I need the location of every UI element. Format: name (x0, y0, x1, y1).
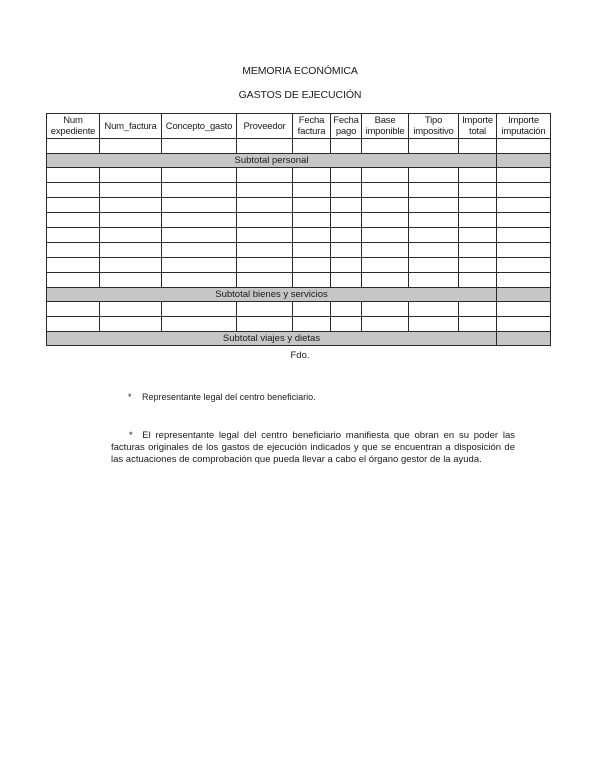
table-cell[interactable] (293, 139, 331, 154)
table-cell[interactable] (100, 302, 162, 317)
table-cell[interactable] (237, 183, 293, 198)
table-cell[interactable] (409, 302, 459, 317)
table-cell[interactable] (293, 168, 331, 183)
column-header-text: pago (335, 126, 357, 137)
table-row (47, 273, 551, 288)
subtotal-label: Subtotal bienes y servicios (47, 288, 497, 302)
column-header-text: Importe (508, 115, 539, 126)
table-cell[interactable] (331, 302, 362, 317)
table-cell[interactable] (100, 198, 162, 213)
table-row (47, 183, 551, 198)
subtotal-row (47, 332, 551, 346)
table-cell[interactable] (409, 168, 459, 183)
table-cell[interactable] (237, 317, 293, 332)
table-cell[interactable] (47, 302, 100, 317)
table-cell[interactable] (237, 213, 293, 228)
subtotal-label: Subtotal viajes y dietas (47, 332, 497, 346)
table-cell[interactable] (459, 273, 497, 288)
column-header-text: impositivo (413, 126, 454, 137)
note-declaration (111, 430, 515, 466)
table-cell[interactable] (162, 213, 237, 228)
table-cell[interactable] (409, 198, 459, 213)
table-cell[interactable] (331, 183, 362, 198)
table-cell[interactable] (362, 183, 409, 198)
table-row (47, 213, 551, 228)
table-cell[interactable] (459, 183, 497, 198)
table-cell[interactable] (331, 273, 362, 288)
table-cell[interactable] (497, 302, 551, 317)
table-cell[interactable] (331, 243, 362, 258)
table-cell[interactable] (362, 317, 409, 332)
table-cell[interactable] (162, 302, 237, 317)
column-header (331, 114, 362, 139)
table-cell[interactable] (331, 258, 362, 273)
column-header-text: Fecha (333, 115, 359, 126)
table-cell[interactable] (409, 139, 459, 154)
table-cell[interactable] (293, 213, 331, 228)
table-cell[interactable] (162, 317, 237, 332)
subtotal-row (47, 154, 551, 168)
column-header (459, 114, 497, 139)
table-cell[interactable] (237, 243, 293, 258)
table-cell[interactable] (237, 273, 293, 288)
table-row (47, 228, 551, 243)
table-cell[interactable] (47, 198, 100, 213)
table-cell[interactable] (409, 228, 459, 243)
column-header-text: Importe (462, 115, 493, 126)
column-header (409, 114, 459, 139)
column-header (47, 114, 100, 139)
table-cell[interactable] (409, 258, 459, 273)
expenses-table (46, 113, 551, 346)
table-cell[interactable] (47, 213, 100, 228)
column-header-text: Num (63, 115, 83, 126)
note-legal-representative (128, 392, 316, 402)
table-cell[interactable] (497, 198, 551, 213)
subtotal-value[interactable] (497, 288, 551, 302)
table-cell[interactable] (409, 317, 459, 332)
table-cell[interactable] (459, 317, 497, 332)
table-cell[interactable] (162, 258, 237, 273)
table-cell[interactable] (47, 228, 100, 243)
table-cell[interactable] (331, 213, 362, 228)
table-cell[interactable] (100, 258, 162, 273)
signature-label: Fdo. (290, 350, 310, 361)
table-cell[interactable] (237, 139, 293, 154)
table-cell[interactable] (409, 273, 459, 288)
table-cell[interactable] (497, 139, 551, 154)
column-header (100, 114, 162, 139)
table-cell[interactable] (459, 243, 497, 258)
table-cell[interactable] (497, 168, 551, 183)
table-cell[interactable] (100, 213, 162, 228)
table-cell[interactable] (237, 258, 293, 273)
table-cell[interactable] (331, 168, 362, 183)
table-cell[interactable] (362, 168, 409, 183)
column-header (162, 114, 237, 139)
column-header (237, 114, 293, 139)
table-cell[interactable] (237, 228, 293, 243)
table-cell[interactable] (100, 317, 162, 332)
table-cell[interactable] (293, 273, 331, 288)
table-row (47, 258, 551, 273)
table-cell[interactable] (293, 317, 331, 332)
table-cell[interactable] (362, 228, 409, 243)
column-header-text: imponible (365, 126, 405, 137)
table-cell[interactable] (331, 317, 362, 332)
table-cell[interactable] (100, 139, 162, 154)
table-cell[interactable] (47, 139, 100, 154)
table-cell[interactable] (100, 168, 162, 183)
table-cell[interactable] (47, 317, 100, 332)
table-cell[interactable] (459, 213, 497, 228)
note-text: Representante legal del centro beneficiario. (142, 392, 316, 402)
table-cell[interactable] (293, 183, 331, 198)
column-header (497, 114, 551, 139)
table-cell[interactable] (162, 228, 237, 243)
table-cell[interactable] (362, 139, 409, 154)
asterisk-marker: * (129, 430, 133, 441)
column-header-text: total (469, 126, 486, 137)
table-cell[interactable] (459, 228, 497, 243)
table-cell[interactable] (459, 302, 497, 317)
table-cell[interactable] (293, 198, 331, 213)
table-cell[interactable] (497, 317, 551, 332)
column-header-text: factura (297, 126, 326, 137)
table-cell[interactable] (162, 168, 237, 183)
table-cell[interactable] (362, 198, 409, 213)
table-cell[interactable] (293, 302, 331, 317)
table-cell[interactable] (162, 243, 237, 258)
table-cell[interactable] (409, 213, 459, 228)
table-cell[interactable] (497, 183, 551, 198)
table-row (47, 302, 551, 317)
table-cell[interactable] (362, 273, 409, 288)
table-cell[interactable] (362, 243, 409, 258)
column-header-text: expediente (50, 126, 96, 137)
table-row (47, 243, 551, 258)
table-cell[interactable] (293, 243, 331, 258)
subtotal-row (47, 288, 551, 302)
table-cell[interactable] (47, 168, 100, 183)
column-header-text: Tipo (424, 115, 443, 126)
table-cell[interactable] (497, 258, 551, 273)
table-cell[interactable] (409, 183, 459, 198)
column-header-text: Num_factura (104, 120, 157, 132)
table-cell[interactable] (162, 183, 237, 198)
table-cell[interactable] (459, 139, 497, 154)
note-text: El representante legal del centro beneficiario manifiesta que obran en su poder las facturas originales de los gastos de ejecución indicados y que se encuentran a disposición de las actuaciones de comprobación que pueda llevar a cabo el órgano gestor de la ayuda. (111, 430, 516, 465)
column-header-text: Base (374, 115, 396, 126)
column-header-text: imputación (501, 126, 546, 137)
column-header-text: Fecha (298, 115, 325, 126)
document-title: MEMORIA ECONÓMICA (242, 65, 358, 77)
column-header-text: Concepto_gasto (165, 120, 233, 132)
column-header-text: Proveedor (243, 120, 286, 132)
table-cell[interactable] (293, 228, 331, 243)
table-row (47, 198, 551, 213)
table-cell[interactable] (47, 273, 100, 288)
table-header-row (47, 114, 551, 139)
table-cell[interactable] (459, 168, 497, 183)
table-cell[interactable] (362, 258, 409, 273)
document-subtitle: GASTOS DE EJECUCIÓN (238, 89, 362, 101)
subtotal-value[interactable] (497, 154, 551, 168)
table-cell[interactable] (47, 183, 100, 198)
table-cell[interactable] (409, 243, 459, 258)
table-cell[interactable] (100, 273, 162, 288)
table-cell[interactable] (497, 228, 551, 243)
table-cell[interactable] (331, 139, 362, 154)
column-header (293, 114, 331, 139)
table-cell[interactable] (331, 228, 362, 243)
table-cell[interactable] (459, 198, 497, 213)
subtotal-value[interactable] (497, 332, 551, 346)
table-row (47, 317, 551, 332)
table-cell[interactable] (237, 168, 293, 183)
table-row (47, 168, 551, 183)
table-cell[interactable] (47, 243, 100, 258)
table-cell[interactable] (162, 139, 237, 154)
table-row (47, 139, 551, 154)
table-cell[interactable] (331, 198, 362, 213)
column-header (362, 114, 409, 139)
table-cell[interactable] (293, 258, 331, 273)
table-cell[interactable] (237, 302, 293, 317)
table-cell[interactable] (100, 183, 162, 198)
table-cell[interactable] (237, 198, 293, 213)
table-cell[interactable] (47, 258, 100, 273)
asterisk-marker: * (128, 392, 132, 402)
table-cell[interactable] (162, 273, 237, 288)
table-cell[interactable] (100, 228, 162, 243)
subtotal-label: Subtotal personal (47, 154, 497, 168)
table-cell[interactable] (497, 243, 551, 258)
table-cell[interactable] (362, 302, 409, 317)
table-cell[interactable] (362, 213, 409, 228)
table-cell[interactable] (100, 243, 162, 258)
table-cell[interactable] (497, 213, 551, 228)
table-cell[interactable] (162, 198, 237, 213)
table-cell[interactable] (459, 258, 497, 273)
table-cell[interactable] (497, 273, 551, 288)
